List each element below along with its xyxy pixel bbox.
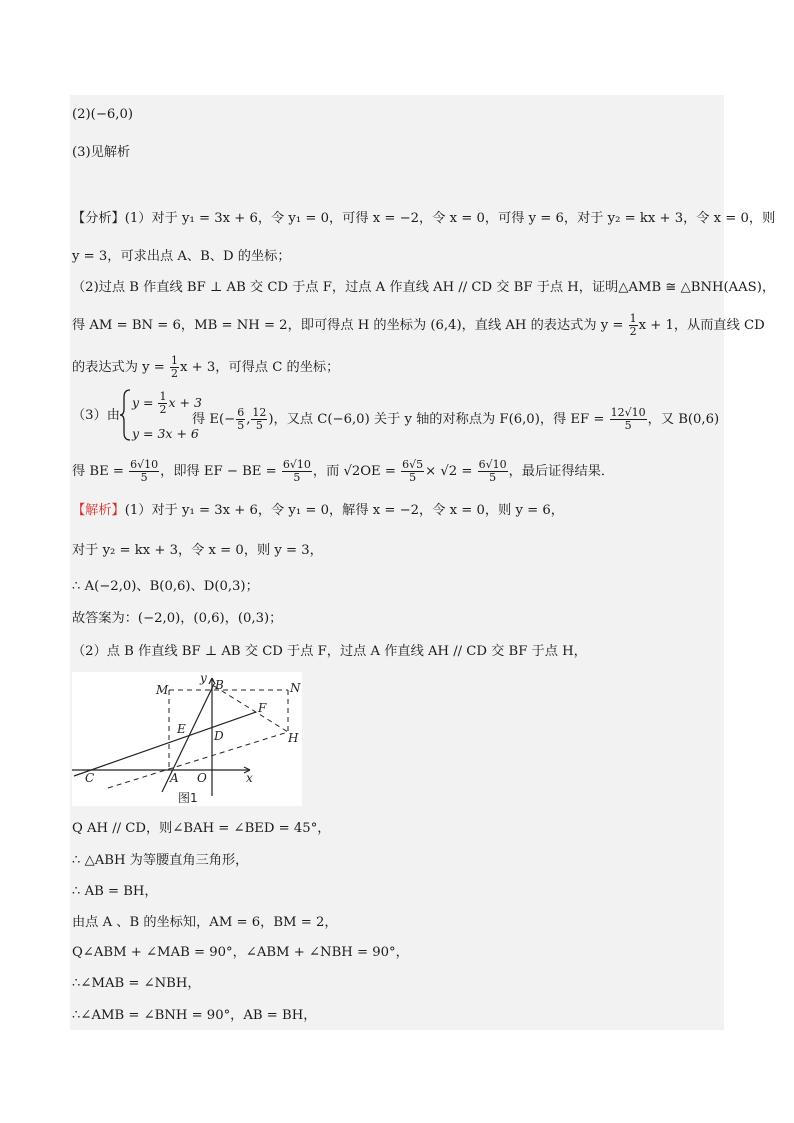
analysis-line-6-text-b: 得 E(− [192, 412, 236, 427]
fraction-be [282, 459, 312, 484]
fraction-numerator: 6√5 [402, 458, 424, 471]
analysis-line-7-text-b: ，即得 EF − BE = [160, 464, 281, 479]
solution-line-6: Q AH // CD，则∠BAH = ∠BED = 45°， [72, 821, 331, 836]
fraction-numerator: 1 [171, 354, 179, 367]
analysis-line-4 [72, 313, 765, 338]
fraction-half [629, 313, 638, 338]
label-o: O [197, 771, 207, 785]
label-y: y [200, 672, 207, 685]
fraction-numerator: 6 [237, 406, 245, 419]
fraction-oe [401, 459, 424, 484]
fraction-numerator: 1 [629, 312, 637, 325]
fraction-denominator: 5 [624, 419, 632, 432]
analysis-line-6-text-d: )，又点 C(−6,0) 关于 y 轴的对称点为 F(6,0)，得 EF = [268, 412, 609, 427]
line-cd [74, 712, 256, 776]
system-equation-2: y = 3x + 6 [132, 426, 199, 441]
analysis-line-7-text-e: ，最后证得结果． [508, 464, 615, 479]
analysis-line-6-comma: , [246, 412, 251, 427]
fraction-denominator: 2 [629, 325, 637, 338]
equation-1-left: y = [132, 395, 158, 410]
geometry-diagram [72, 672, 302, 806]
solution-line-7: ∴ △ABH 为等腰直角三角形， [72, 853, 249, 868]
analysis-line-7-text-a: 得 BE = [72, 464, 129, 479]
solution-line-10: Q∠ABM + ∠MAB = 90°，∠ABM + ∠NBH = 90°， [72, 945, 409, 960]
fraction-numerator: 1 [159, 390, 167, 403]
figure-caption: 图1 [178, 791, 198, 805]
fraction-numerator: 12 [252, 406, 267, 419]
analysis-line-7-text-c: ，而 √2OE = [312, 464, 401, 479]
fraction-be [129, 459, 159, 484]
analysis-line-6-text-e: ，又 B(0,6) [647, 412, 720, 427]
analysis-line-5 [72, 355, 339, 380]
analysis-line-5-text-a: 的表达式为 y = [72, 360, 170, 375]
fraction-ef [610, 407, 647, 432]
label-x: x [246, 771, 253, 785]
solution-line-8: ∴ AB = BH， [72, 884, 158, 899]
solution-line-1-text: (1）对于 y₁ = 3x + 6，令 y₁ = 0，解得 x = −2，令 x = 0，则 y = 6， [124, 503, 564, 518]
analysis-line-4-text-b: x + 1，从而直线 CD [638, 318, 765, 333]
solution-line-11: ∴∠MAB = ∠NBH， [72, 976, 201, 991]
segment-bh [214, 686, 288, 732]
solution-tag: 【解析】 [72, 503, 125, 518]
fraction-half [170, 355, 179, 380]
fraction-denominator: 5 [255, 419, 263, 432]
equation-1-right: x + 3 [168, 395, 202, 410]
fraction-numerator: 6√10 [130, 458, 159, 471]
fraction-denominator: 5 [140, 471, 148, 484]
analysis-line-1: 【分析】(1）对于 y₁ = 3x + 6，令 y₁ = 0，可得 x = −2，令 x = 0，可得 y = 6，对于 y₂ = kx + 3，令 x = 0，则 [72, 211, 776, 226]
analysis-line-3: （2)过点 B 作直线 BF ⊥ AB 交 CD 于点 F，过点 A 作直线 AH // CD 交 BF 于点 H，证明△AMB ≅ △BNH(AAS)， [72, 280, 776, 295]
solution-line-5: （2）点 B 作直线 BF ⊥ AB 交 CD 于点 F，过点 A 作直线 AH // CD 交 BF 于点 H， [72, 644, 587, 659]
answer-3: (3)见解析 [72, 145, 131, 160]
fraction-half [158, 391, 167, 416]
brace-icon [120, 389, 132, 441]
solution-line-2: 对于 y₂ = kx + 3，令 x = 0，则 y = 3， [72, 543, 323, 558]
analysis-line-4-text-a: 得 AM = BN = 6，MB = NH = 2，即可得点 H 的坐标为 (6,4)，直线 AH 的表达式为 y = [72, 318, 628, 333]
analysis-line-6-prefix: （3）由 [72, 408, 120, 423]
analysis-line-2: y = 3，可求出点 A、B、D 的坐标； [72, 249, 291, 264]
label-a: A [170, 771, 179, 785]
fraction-six-fifths [236, 407, 245, 432]
solution-line-3: ∴ A(−2,0)、B(0,6)、D(0,3)； [72, 579, 259, 594]
fraction-be [478, 459, 508, 484]
fraction-denominator: 2 [159, 403, 167, 416]
label-b: B [215, 678, 224, 692]
label-e: E [177, 722, 186, 736]
fraction-numerator: 6√10 [478, 458, 507, 471]
figure-1 [72, 672, 302, 806]
fraction-denominator: 5 [237, 419, 245, 432]
fraction-denominator: 5 [409, 471, 417, 484]
solution-line-1 [72, 502, 564, 520]
answer-2: (2)(−6,0) [72, 107, 133, 122]
analysis-line-7-text-d: × √2 = [425, 464, 477, 479]
label-d: D [214, 729, 224, 743]
label-f: F [258, 701, 267, 715]
label-c: C [85, 771, 95, 785]
label-n: N [290, 681, 301, 695]
solution-line-12: ∴∠AMB = ∠BNH = 90°，AB = BH， [72, 1008, 317, 1023]
solution-line-4: 故答案为：(−2,0)，(0,6)，(0,3)； [72, 611, 283, 626]
fraction-denominator: 5 [293, 471, 301, 484]
fraction-twelve-fifths [251, 407, 267, 432]
label-h: H [288, 731, 299, 745]
fraction-numerator: 12√10 [610, 406, 646, 419]
document-page [70, 95, 724, 1030]
label-m: M [156, 683, 169, 697]
analysis-line-6 [192, 407, 719, 432]
fraction-denominator: 2 [171, 367, 179, 380]
analysis-line-5-text-b: x + 3，可得点 C 的坐标； [180, 360, 340, 375]
analysis-line-7 [72, 459, 614, 484]
solution-line-9: 由点 A 、B 的坐标知，AM = 6，BM = 2， [72, 915, 338, 930]
fraction-denominator: 5 [489, 471, 497, 484]
fraction-numerator: 6√10 [282, 458, 311, 471]
